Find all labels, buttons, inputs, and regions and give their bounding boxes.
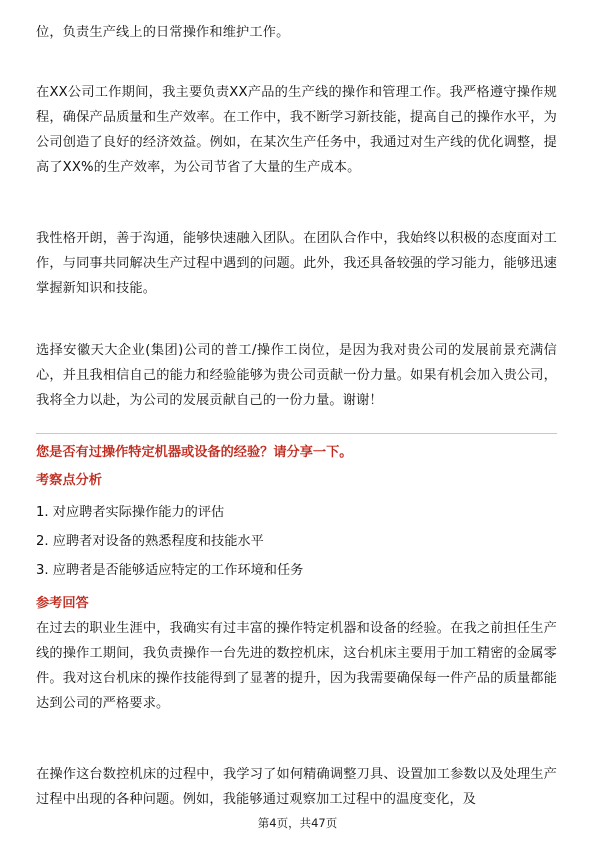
- list-item: 1. 对应聘者实际操作能力的评估: [36, 505, 225, 520]
- list-item: 2. 应聘者对设备的熟悉程度和技能水平: [36, 534, 264, 549]
- body-paragraph: 在XX公司工作期间，我主要负责XX产品的生产线的操作和管理工作。我严格遵守操作规程，确保产品质量和生产效率。在工作中，我不断学习新技能，提高自己的操作水平，为公司创造了良好的经济效益。例如，在某次生产任务中，我通过对生产线的优化调整，提高了XX%的生产效率，为公司节省了大量的生产成本。: [36, 85, 557, 175]
- answer-heading: 参考回答: [36, 596, 89, 611]
- section-divider: [36, 433, 557, 434]
- answer-paragraph: 在过去的职业生涯中，我确实有过丰富的操作特定机器和设备的经验。在我之前担任生产线的操作工期间，我负责操作一台先进的数控机床，这台机床主要用于加工精密的金属零件。我对这台机床的操作技能得到了显著的提升，因为我需要确保每一件产品的质量都能达到公司的严格要求。: [36, 621, 557, 711]
- body-paragraph: 我性格开朗，善于沟通，能够快速融入团队。在团队合作中，我始终以积极的态度面对工作，与同事共同解决生产过程中遇到的问题。此外，我还具备较强的学习能力，能够迅速掌握新知识和技能。: [36, 231, 557, 296]
- body-paragraph: 选择安徽天大企业(集团)公司的普工/操作工岗位，是因为我对贵公司的发展前景充满信心，并且我相信自己的能力和经验能够为贵公司贡献一份力量。如果有机会加入贵公司，我将全力以赴，为公司的发展贡献自己的一份力量。谢谢！: [36, 343, 557, 408]
- body-paragraph: 位，负责生产线上的日常操作和维护工作。: [36, 25, 290, 40]
- page-number: 第4页，共47页: [257, 816, 338, 830]
- list-item: 3. 应聘者是否能够适应特定的工作环境和任务: [36, 563, 304, 578]
- analysis-list: [36, 498, 557, 585]
- analysis-heading: 考察点分析: [36, 473, 102, 488]
- interview-question: 您是否有过操作特定机器或设备的经验？请分享一下。: [36, 445, 353, 460]
- answer-paragraph: 在操作这台数控机床的过程中，我学习了如何精确调整刀具、设置加工参数以及处理生产过程中出现的各种问题。例如，我能够通过观察加工过程中的温度变化，及: [36, 767, 557, 807]
